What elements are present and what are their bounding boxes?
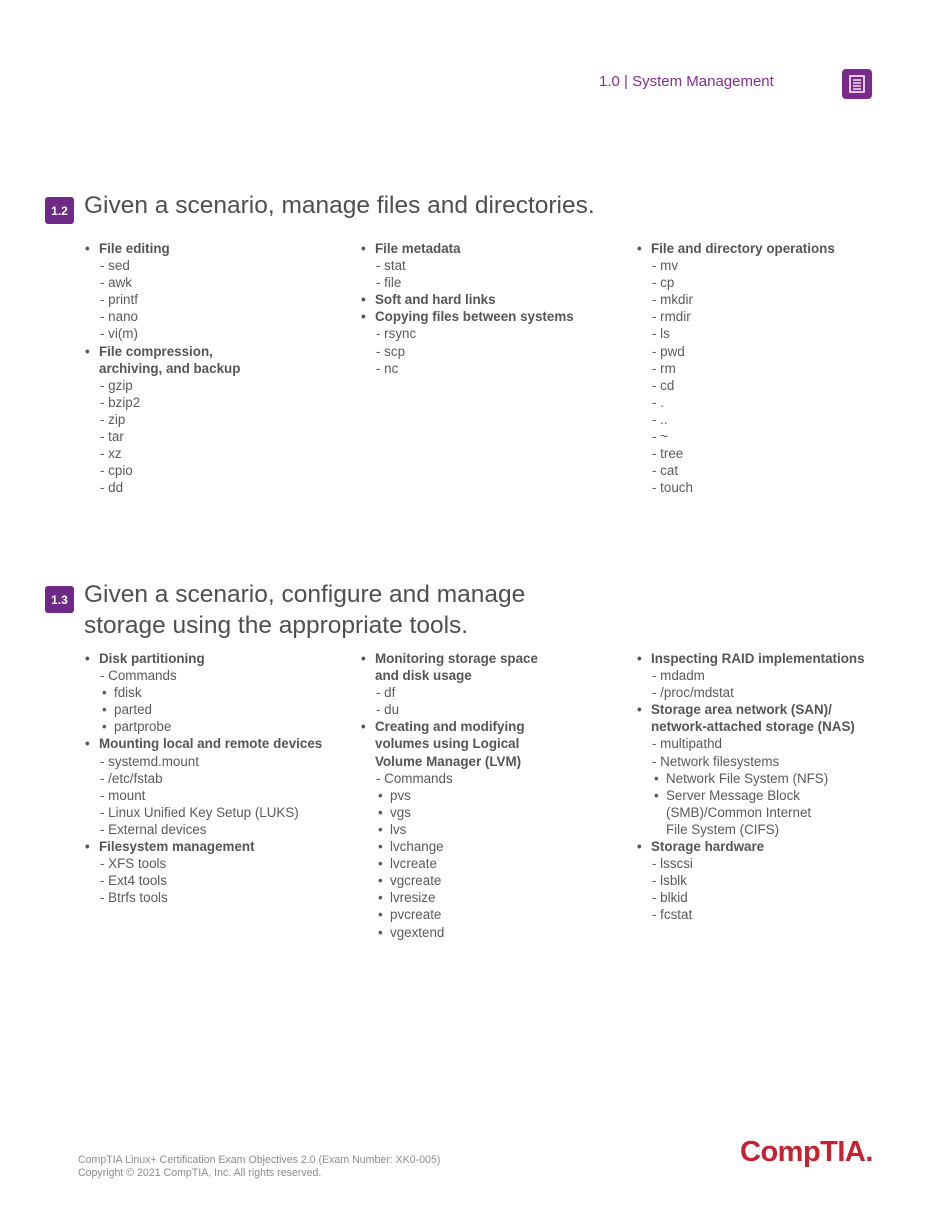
topic-label: Disk partitioning bbox=[99, 651, 205, 666]
subtopic-item bbox=[85, 889, 322, 906]
subtopic-item bbox=[637, 906, 865, 923]
detail-label: Server Message Block bbox=[666, 787, 800, 803]
column-1 bbox=[85, 240, 240, 496]
detail-item bbox=[361, 855, 538, 872]
subtopic-item bbox=[637, 325, 835, 342]
subtopic-label: - Commands bbox=[100, 668, 177, 684]
topic-item-continuation bbox=[361, 735, 538, 752]
subtopic-item bbox=[85, 377, 240, 394]
detail-label: vgcreate bbox=[390, 873, 442, 889]
detail-label: lvs bbox=[390, 821, 407, 837]
detail-item bbox=[361, 872, 538, 889]
bullet-icon: • bbox=[361, 651, 366, 666]
objective-title-line: Given a scenario, manage files and directories. bbox=[84, 192, 595, 219]
topic-label: Soft and hard links bbox=[375, 292, 496, 308]
detail-label: pvs bbox=[390, 787, 411, 803]
detail-item bbox=[85, 718, 322, 735]
bullet-icon: • bbox=[637, 241, 642, 256]
bullet-icon: • bbox=[378, 924, 383, 940]
subtopic-label: - Network filesystems bbox=[652, 753, 780, 769]
subtopic-item bbox=[637, 411, 835, 428]
bullet-icon: • bbox=[654, 787, 659, 803]
bullet-icon: • bbox=[654, 770, 659, 786]
subtopic-label: - stat bbox=[376, 258, 406, 274]
bullet-icon: • bbox=[378, 821, 383, 837]
subtopic-label: - rsync bbox=[376, 326, 417, 342]
column-2 bbox=[361, 240, 574, 377]
subtopic-label: - pwd bbox=[652, 343, 685, 359]
bullet-icon: • bbox=[637, 702, 642, 718]
subtopic-item bbox=[361, 701, 538, 718]
bullet-icon: • bbox=[378, 873, 383, 889]
subtopic-label: - multipathd bbox=[652, 736, 722, 752]
topic-item bbox=[85, 735, 322, 752]
topic-label: Storage hardware bbox=[651, 839, 765, 855]
bullet-icon: • bbox=[85, 736, 90, 752]
detail-label: lvcreate bbox=[390, 856, 437, 872]
topic-label: Filesystem management bbox=[99, 839, 255, 855]
topic-label: Volume Manager (LVM) bbox=[375, 753, 522, 769]
detail-item bbox=[637, 770, 865, 787]
subtopic-item bbox=[637, 735, 865, 752]
column-2 bbox=[361, 650, 538, 941]
detail-label: (SMB)/Common Internet bbox=[666, 804, 812, 820]
subtopic-label: - rm bbox=[652, 360, 676, 376]
topic-label: and disk usage bbox=[375, 668, 472, 684]
column-3 bbox=[637, 240, 835, 496]
document-list-icon bbox=[842, 69, 872, 99]
detail-item-continuation bbox=[637, 821, 865, 838]
detail-label: fdisk bbox=[114, 685, 142, 701]
subtopic-item bbox=[637, 360, 835, 377]
detail-label: parted bbox=[114, 702, 152, 718]
footer-copyright-line: Copyright © 2021 CompTIA, Inc. All rights reserved. bbox=[78, 1167, 322, 1179]
bullet-icon: • bbox=[361, 292, 366, 308]
subtopic-label: - blkid bbox=[652, 890, 688, 906]
subtopic-item bbox=[85, 787, 322, 804]
bullet-icon: • bbox=[378, 839, 383, 855]
subtopic-label: - tree bbox=[652, 446, 684, 462]
topic-label: volumes using Logical bbox=[375, 736, 520, 752]
topic-label: Creating and modifying bbox=[375, 719, 525, 735]
objective-title bbox=[84, 579, 525, 641]
bullet-icon: • bbox=[85, 839, 90, 855]
subtopic-item bbox=[85, 753, 322, 770]
bullet-icon: • bbox=[361, 241, 366, 256]
bullet-icon: • bbox=[378, 907, 383, 923]
subtopic-label: - /etc/fstab bbox=[100, 770, 163, 786]
topic-label: Inspecting RAID implementations bbox=[651, 651, 865, 666]
subtopic-label: - mount bbox=[100, 787, 146, 803]
topic-item-continuation bbox=[85, 360, 240, 377]
subtopic-item bbox=[85, 445, 240, 462]
subtopic-label: - ls bbox=[652, 326, 670, 342]
bullet-icon: • bbox=[378, 804, 383, 820]
subtopic-item bbox=[637, 872, 865, 889]
subtopic-item bbox=[637, 377, 835, 394]
subtopic-label: - Ext4 tools bbox=[100, 873, 167, 889]
subtopic-label: - fcstat bbox=[652, 907, 693, 923]
subtopic-item bbox=[85, 411, 240, 428]
subtopic-item bbox=[637, 479, 835, 496]
subtopic-item bbox=[85, 667, 322, 684]
bullet-icon: • bbox=[378, 787, 383, 803]
topic-label: Mounting local and remote devices bbox=[99, 736, 323, 752]
detail-item bbox=[361, 924, 538, 941]
topic-item bbox=[637, 650, 865, 667]
topic-label: Monitoring storage space bbox=[375, 651, 538, 666]
subtopic-label: - Btrfs tools bbox=[100, 890, 168, 906]
subtopic-item bbox=[637, 257, 835, 274]
detail-item bbox=[361, 906, 538, 923]
detail-label: vgs bbox=[390, 804, 411, 820]
subtopic-item bbox=[85, 308, 240, 325]
subtopic-label: - /proc/mdstat bbox=[652, 685, 734, 701]
subtopic-label: - mv bbox=[652, 258, 679, 274]
bullet-icon: • bbox=[85, 651, 90, 666]
subtopic-label: - nc bbox=[376, 360, 399, 376]
bullet-icon: • bbox=[102, 702, 107, 718]
subtopic-label: - lsscsi bbox=[652, 856, 693, 872]
bullet-icon: • bbox=[361, 719, 366, 735]
bullet-icon: • bbox=[637, 839, 642, 855]
bullet-icon: • bbox=[637, 651, 642, 666]
subtopic-item bbox=[637, 308, 835, 325]
subtopic-item bbox=[637, 274, 835, 291]
detail-label: vgextend bbox=[390, 924, 445, 940]
subtopic-label: - df bbox=[376, 685, 396, 701]
topic-label: Copying files between systems bbox=[375, 309, 574, 325]
subtopic-label: - du bbox=[376, 702, 400, 718]
subtopic-label: - cpio bbox=[100, 463, 133, 479]
subtopic-item bbox=[85, 274, 240, 291]
detail-label: Network File System (NFS) bbox=[666, 770, 829, 786]
topic-item bbox=[85, 343, 240, 360]
subtopic-item bbox=[85, 291, 240, 308]
subtopic-item bbox=[361, 343, 574, 360]
detail-item bbox=[85, 701, 322, 718]
subtopic-item bbox=[85, 428, 240, 445]
subtopic-label: - nano bbox=[100, 309, 138, 325]
subtopic-label: - rmdir bbox=[652, 309, 691, 325]
subtopic-item bbox=[637, 428, 835, 445]
subtopic-item bbox=[637, 462, 835, 479]
subtopic-item bbox=[85, 257, 240, 274]
subtopic-item bbox=[85, 770, 322, 787]
subtopic-label: - cd bbox=[652, 377, 675, 393]
section-header-title: 1.0 | System Management bbox=[599, 73, 774, 90]
topic-item bbox=[637, 701, 865, 718]
subtopic-item bbox=[85, 394, 240, 411]
topic-item bbox=[361, 240, 574, 257]
subtopic-item bbox=[361, 325, 574, 342]
topic-item bbox=[637, 838, 865, 855]
footer-exam-line: CompTIA Linux+ Certification Exam Objectives 2.0 (Exam Number: XK0-005) bbox=[78, 1154, 441, 1166]
subtopic-label: - systemd.mount bbox=[100, 753, 199, 769]
subtopic-item bbox=[637, 684, 865, 701]
column-3 bbox=[637, 650, 865, 924]
detail-item bbox=[361, 821, 538, 838]
bullet-icon: • bbox=[102, 719, 107, 735]
bullet-icon: • bbox=[361, 309, 366, 325]
topic-label: network-attached storage (NAS) bbox=[651, 719, 855, 735]
topic-item bbox=[85, 240, 240, 257]
topic-item-continuation bbox=[361, 667, 538, 684]
subtopic-item bbox=[637, 343, 835, 360]
detail-item-continuation bbox=[637, 804, 865, 821]
subtopic-item bbox=[85, 462, 240, 479]
subtopic-item bbox=[361, 684, 538, 701]
subtopic-label: - vi(m) bbox=[100, 326, 138, 342]
subtopic-item bbox=[85, 872, 322, 889]
detail-item bbox=[85, 684, 322, 701]
detail-item bbox=[361, 787, 538, 804]
subtopic-item bbox=[361, 360, 574, 377]
detail-item bbox=[361, 889, 538, 906]
subtopic-item bbox=[637, 667, 865, 684]
detail-item bbox=[637, 787, 865, 804]
detail-label: pvcreate bbox=[390, 907, 442, 923]
subtopic-label: - mdadm bbox=[652, 668, 705, 684]
topic-item bbox=[361, 308, 574, 325]
subtopic-label: - . bbox=[652, 394, 664, 410]
subtopic-label: - bzip2 bbox=[100, 394, 141, 410]
subtopic-label: - touch bbox=[652, 480, 693, 496]
subtopic-item bbox=[637, 291, 835, 308]
topic-item bbox=[361, 650, 538, 667]
objective-title-line: storage using the appropriate tools. bbox=[84, 612, 469, 639]
subtopic-item bbox=[637, 445, 835, 462]
topic-label: File metadata bbox=[375, 241, 461, 256]
topic-label: File editing bbox=[99, 241, 170, 256]
objective-title bbox=[84, 190, 595, 221]
subtopic-label: - lsblk bbox=[652, 873, 687, 889]
subtopic-item bbox=[637, 394, 835, 411]
column-1 bbox=[85, 650, 322, 906]
topic-item bbox=[361, 291, 574, 308]
subtopic-label: - awk bbox=[100, 275, 132, 291]
subtopic-item bbox=[361, 257, 574, 274]
subtopic-label: - XFS tools bbox=[100, 856, 167, 872]
subtopic-item bbox=[85, 821, 322, 838]
subtopic-item bbox=[85, 325, 240, 342]
subtopic-label: - ~ bbox=[652, 429, 668, 445]
subtopic-label: - xz bbox=[100, 446, 122, 462]
subtopic-item bbox=[85, 479, 240, 496]
topic-item bbox=[637, 240, 835, 257]
subtopic-label: - Linux Unified Key Setup (LUKS) bbox=[100, 804, 299, 820]
comptia-logo: CompTIA. bbox=[740, 1136, 873, 1168]
subtopic-label: - cat bbox=[652, 463, 679, 479]
bullet-icon: • bbox=[85, 241, 90, 256]
topic-item-continuation bbox=[361, 753, 538, 770]
subtopic-item bbox=[85, 804, 322, 821]
subtopic-label: - Commands bbox=[376, 770, 453, 786]
objective-number-badge: 1.2 bbox=[45, 197, 74, 224]
topic-label: archiving, and backup bbox=[99, 360, 241, 376]
subtopic-label: - External devices bbox=[100, 821, 207, 837]
subtopic-label: - sed bbox=[100, 258, 130, 274]
subtopic-label: - scp bbox=[376, 343, 406, 359]
detail-item bbox=[361, 804, 538, 821]
subtopic-item bbox=[637, 753, 865, 770]
subtopic-label: - file bbox=[376, 275, 402, 291]
bullet-icon: • bbox=[85, 343, 90, 359]
objective-title-line: Given a scenario, configure and manage bbox=[84, 581, 526, 608]
bullet-icon: • bbox=[378, 890, 383, 906]
topic-label: File compression, bbox=[99, 343, 213, 359]
topic-item-continuation bbox=[637, 718, 865, 735]
subtopic-label: - dd bbox=[100, 480, 124, 496]
topic-label: File and directory operations bbox=[651, 241, 835, 256]
detail-label: lvresize bbox=[390, 890, 436, 906]
detail-item bbox=[361, 838, 538, 855]
subtopic-label: - .. bbox=[652, 411, 668, 427]
bullet-icon: • bbox=[378, 856, 383, 872]
topic-item bbox=[85, 838, 322, 855]
subtopic-item bbox=[361, 770, 538, 787]
subtopic-label: - printf bbox=[100, 292, 138, 308]
subtopic-item bbox=[85, 855, 322, 872]
footer bbox=[78, 1154, 440, 1180]
detail-label: partprobe bbox=[114, 719, 172, 735]
subtopic-item bbox=[361, 274, 574, 291]
subtopic-label: - mkdir bbox=[652, 292, 693, 308]
bullet-icon: • bbox=[102, 685, 107, 701]
topic-item bbox=[85, 650, 322, 667]
detail-label: File System (CIFS) bbox=[666, 821, 780, 837]
detail-label: lvchange bbox=[390, 839, 444, 855]
objective-number-badge: 1.3 bbox=[45, 586, 74, 613]
subtopic-item bbox=[637, 889, 865, 906]
subtopic-label: - cp bbox=[652, 275, 675, 291]
subtopic-item bbox=[637, 855, 865, 872]
subtopic-label: - tar bbox=[100, 429, 124, 445]
subtopic-label: - gzip bbox=[100, 377, 133, 393]
topic-label: Storage area network (SAN)/ bbox=[651, 702, 832, 718]
subtopic-label: - zip bbox=[100, 411, 126, 427]
topic-item bbox=[361, 718, 538, 735]
